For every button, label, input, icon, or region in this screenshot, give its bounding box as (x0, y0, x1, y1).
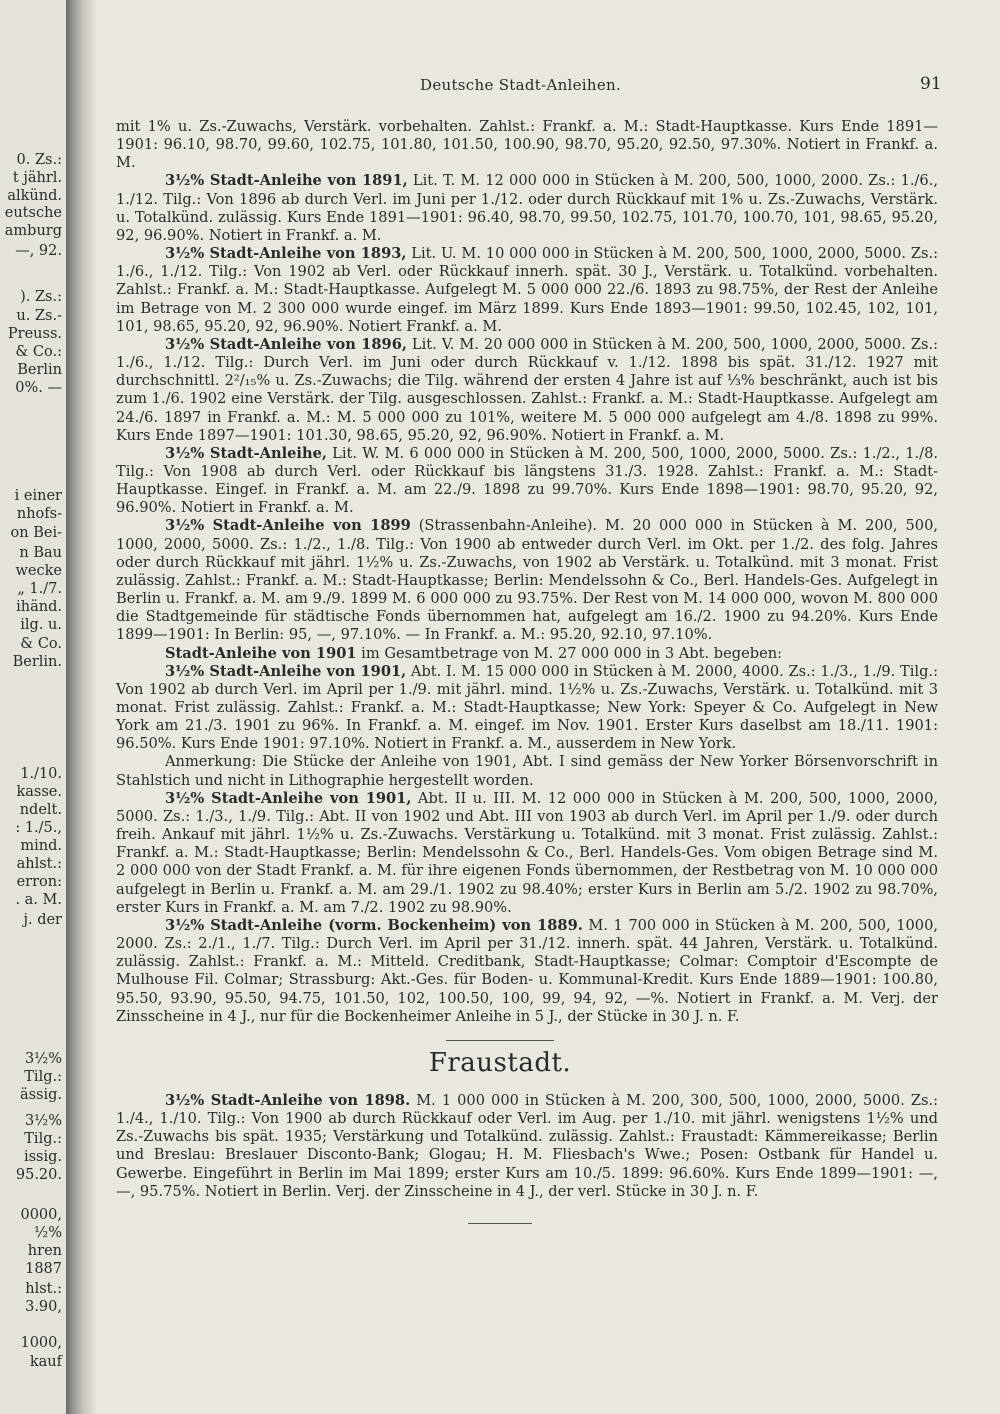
entry-paragraph (116, 336, 938, 445)
left-page-text: 95.20. (15, 1167, 62, 1183)
entry-text: (Strassenbahn-Anleihe). M. 20 000 000 in Stücken à M. 200, 500, 1000, 2000, 5000. Zs.: 1./2., 1./8. Tilg.: Von 1900 ab entweder durch Verl. im Okt. per 1./2. des folg. Jahres oder durch Rückkauf mit jährl. 1½% u. Zs.-Zuwachs, von 1902 ab Verstärk. u. Totalkünd. mit 3 monat. Frist zulässig. Zahlst.: Frankf. a. M.: Stadt-Hauptkasse; Berlin: Mendelssohn & Co., Berl. Handels-Ges. Aufgelegt in Berlin u. Frankf. a. M. am 9./9. 1899 M. 6 000 000 zu 93.75%. Der Rest von M. 14 000 000, wovon M. 800 000 die Stadtgemeinde für städtische Fonds übernommen hat, aufgelegt am 16./2. 1900 zu 94.20%. Kurs Ende 1899—1901: In Berlin: 95, —, 97.10%. — In Frankf. a. M.: 95.20, 92.10, 97.10%. (116, 517, 938, 644)
left-page-text: —, 92. (15, 243, 62, 259)
page-number: 91 (920, 74, 942, 94)
entry-heading: 3½% Stadt-Anleihe von 1898. (165, 1092, 411, 1109)
left-page-text: 3½% (24, 1113, 62, 1129)
section-rule-bottom (468, 1223, 532, 1224)
left-page-text: . a. M. (15, 892, 62, 908)
left-page-text: Tilg.: (24, 1069, 62, 1085)
entry-paragraph (116, 753, 938, 789)
entry-paragraph (116, 172, 938, 245)
entry-text: Lit. W. M. 6 000 000 in Stücken à M. 200, 500, 1000, 2000, 5000. Zs.: 1./2., 1./8. Tilg.: Von 1908 ab durch Verl. oder Rückkauf bis längstens 31./3. 1928. Zahlst.: Frankf. a. M.: Stadt-Hauptkasse. Eingef. in Frankf. a. M. am 22./9. 1898 zu 99.70%. Kurs Ende 1898—1901: 98.70, 95.20, 92, 96.90%. Notiert in Frankf. a. M. (116, 444, 938, 517)
entry-heading: 3½% Stadt-Anleihe von 1893, (165, 245, 407, 263)
entry-text: M. 1 000 000 in Stücken à M. 200, 300, 500, 1000, 2000, 5000. Zs.: 1./4., 1./10. Tilg.: Von 1900 ab durch Rückkauf oder Verl. im Aug. per 1./10. mit jährl. wenigstens 1½% und Zs.-Zuwachs bis spät. 1935; Verstärkung und Totalkünd. zulässig. Zahlst.: Fraustadt: Kämmereikasse; Berlin und Breslau: Breslauer Disconto-Bank; Glogau; H. M. Fliesbach's Wwe.; Posen: Ostbank für Handel u. Gewerbe. Eingeführt in Berlin im Mai 1899; erster Kurs am 10./5. 1899: 96.60%. Kurs Ende 1899—1901: —, —, 95.75%. Notiert in Berlin. Verj. der Zinsscheine in 4 J., der verl. Stücke in 30 J. n. F. (116, 1092, 938, 1200)
left-page-text: Tilg.: (24, 1131, 62, 1147)
left-page-text: eutsche (4, 205, 62, 221)
entry-paragraph (116, 445, 938, 518)
left-page-text: ilg. u. (20, 617, 62, 633)
left-page-text: 0%. — (15, 380, 62, 396)
section-heading: Fraustadt. (428, 1048, 572, 1078)
entry-text: Lit. U. M. 10 000 000 in Stücken à M. 200, 500, 1000, 2000, 5000. Zs.: 1./6., 1./12. Tilg.: Von 1902 ab Verl. oder Rückkauf innerh. spät. 30 J., Verstärk. u. Totalkünd. vorbehalten. Zahlst.: Frankf. a. M.: Stadt-Hauptkasse. Aufgelegt M. 5 000 000 22./6. 1893 zu 98.75%, der Rest der Anleihe im Betrage von M. 2 300 000 wurde eingef. im März 1899. Kurs Ende 1893—1901: 99.50, 102.45, 102, 101, 101, 98.65, 95.20, 92, 96.90%. Notiert Frankf. a. M. (116, 245, 939, 335)
left-page-text: ässig. (19, 1087, 62, 1103)
section-entry-list (116, 1092, 938, 1201)
left-page-text: issig. (23, 1149, 62, 1165)
left-page-text: & Co. (20, 636, 62, 652)
running-head: Deutsche Stadt-Anleihen. (420, 76, 622, 94)
entry-paragraph (116, 517, 938, 644)
left-page-text: hlst.: (25, 1281, 62, 1297)
entry-heading: 3½% Stadt-Anleihe (vorm. Bockenheim) von 1889. (165, 916, 583, 934)
left-page-text: wecke (15, 563, 62, 579)
entry-heading: 3½% Stadt-Anleihe von 1899 (165, 517, 411, 535)
left-page-text: 0. Zs.: (16, 152, 62, 168)
entry-paragraph (116, 245, 938, 336)
left-page-text: alkünd. (7, 188, 62, 204)
entry-paragraph (116, 118, 938, 172)
left-page-text: on Bei- (10, 525, 62, 541)
section-body-text (116, 1092, 938, 1201)
section-rule-top (446, 1040, 554, 1041)
left-page-text: erron: (16, 874, 62, 890)
entry-heading: 3½% Stadt-Anleihe von 1891, (165, 172, 408, 190)
left-page-text: „ 1./7. (17, 581, 62, 597)
entry-heading: 3½% Stadt-Anleihe von 1901, (165, 662, 407, 680)
entry-text: Anmerkung: Die Stücke der Anleihe von 1901, Abt. I sind gemäss der New Yorker Börsenvorschrift in Stahlstich und nicht in Lithographie hergestellt worden. (116, 753, 938, 789)
left-page-text: : 1./5., (15, 820, 62, 836)
left-page-text: n Bau (19, 545, 62, 561)
left-page-text: Berlin (17, 362, 62, 378)
left-page-text: kasse. (16, 784, 62, 800)
entry-heading: 3½% Stadt-Anleihe, (165, 444, 327, 462)
left-page-text: Berlin. (12, 654, 62, 670)
left-page-fragment (0, 0, 66, 1414)
entry-paragraph (116, 1092, 938, 1201)
page-gutter (66, 0, 96, 1414)
left-page-text: i einer (14, 488, 62, 504)
entry-text: Lit. V. M. 20 000 000 in Stücken à M. 200, 500, 1000, 2000, 5000. Zs.: 1./6., 1./12. Tilg.: Durch Verl. im Juni oder durch Rückkauf v. 1./12. 1898 bis spät. 31./12. 1927 mit durchschnittl. 2²/₁₅% u. Zs.-Zuwachs; die Tilg. während der ersten 4 Jahre ist auf ⅓% beschränkt, auch ist bis zum 1./6. 1902 eine Verstärk. der Tilg. ausgeschlossen. Zahlst.: Frankf. a. M.: Stadt-Hauptkasse. Aufgelegt am 24./6. 1897 in Frankf. a. M.: M. 5 000 000 zu 101%, weitere M. 5 000 000 aufgelegt am 4./8. 1898 zu 99%. Kurs Ende 1897—1901: 101.30, 98.65, 95.20, 92, 96.90%. Notiert in Frankf. a. M. (116, 335, 939, 444)
left-page-text: j. der (23, 912, 62, 928)
left-page-text: Preuss. (7, 326, 62, 342)
entry-text: Abt. I. M. 15 000 000 in Stücken à M. 2000, 4000. Zs.: 1./3., 1./9. Tilg.: Von 1902 ab durch Verl. im April per 1./9. mit jährl. mind. 1½% u. Zs.-Zuwachs, Verstärk. u. Totalkünd. mit 3 monat. Frist zulässig. Zahlst.: Frankf. a. M.: Stadt-Hauptkasse; New York: Speyer & Co. Aufgelegt in New York am 21./3. 1901 zu 96%. In Frankf. a. M. eingef. im Nov. 1901. Erster Kurs daselbst am 18./11. 1901: 96.50%. Kurs Ende 1901: 97.10%. Notiert in Frankf. a. M., ausserdem in New York. (116, 662, 938, 753)
left-page-text: ahlst.: (16, 856, 62, 872)
left-page-text: 1887 (25, 1261, 62, 1277)
left-page-text: ). Zs.: (20, 289, 62, 305)
left-page-text: u. Zs.- (16, 308, 62, 324)
left-page-text: 1./10. (20, 766, 62, 782)
left-page-text: amburg (4, 223, 62, 239)
entry-text: mit 1% u. Zs.-Zuwachs, Verstärk. vorbehalten. Zahlst.: Frankf. a. M.: Stadt-Hauptkasse. Kurs Ende 1891—1901: 96.10, 98.70, 99.60, 102.75, 101.80, 101.50, 100.90, 98.70, 95.20, 92.50, 97.30%. Notiert in Frankf. a. M. (116, 118, 938, 172)
entry-text: M. 1 700 000 in Stücken à M. 200, 500, 1000, 2000. Zs.: 2./1., 1./7. Tilg.: Durch Verl. im April per 31./12. innerh. spät. 44 Jahren, Verstärk. u. Totalkünd. zulässig. Zahlst.: Frankf. a. M.: Mitteld. Creditbank, Stadt-Hauptkasse; Colmar: Comptoir d'Escompte de Mulhouse Fil. Colmar; Strassburg: Akt.-Ges. für Boden- u. Kommunal-Kredit. Kurs Ende 1889—1901: 100.80, 95.50, 93.90, 95.50, 94.75, 101.50, 102, 100.50, 100, 99, 94, 92, —%. Notiert in Frankf. a. M. Verj. der Zinsscheine in 4 J., nur für die Bockenheimer Anleihe in 5 J., der Stücke in 30 J. n. F. (116, 916, 938, 1025)
entry-paragraph (116, 917, 938, 1026)
left-page-text: 1000, (20, 1335, 62, 1351)
left-page-text: nhofs- (16, 506, 62, 522)
left-page-text: mind. (20, 838, 62, 854)
left-page-text: 0000, (20, 1207, 62, 1223)
left-page-text: ndelt. (19, 802, 62, 818)
entry-heading: 3½% Stadt-Anleihe von 1901, (165, 789, 412, 807)
entry-paragraph (116, 645, 938, 663)
left-page-text: & Co.: (15, 344, 62, 360)
left-page-text: kauf (29, 1354, 62, 1370)
left-page-text: t jährl. (12, 170, 62, 186)
left-page-text: hren (27, 1243, 62, 1259)
body-text (116, 118, 938, 1026)
entry-list (116, 118, 938, 1026)
entry-heading: Stadt-Anleihe von 1901 (165, 644, 357, 662)
left-page-text: 3½% (24, 1051, 62, 1067)
entry-text: Lit. T. M. 12 000 000 in Stücken à M. 200, 500, 1000, 2000. Zs.: 1./6., 1./12. Tilg.: Von 1896 ab durch Verl. im Juni per 1./12. oder durch Rückkauf mit 1% u. Zs.-Zuwachs, Verstärk. u. Totalkünd. zulässig. Kurs Ende 1891—1901: 96.40, 98.70, 99.50, 102.75, 101.70, 100.70, 101, 98.65, 95.20, 92, 96.90%. Notiert in Frankf. a. M. (116, 172, 938, 244)
left-page-text: 3.90, (25, 1299, 62, 1315)
entry-text: im Gesamtbetrage von M. 27 000 000 in 3 Abt. begeben: (356, 644, 783, 662)
entry-heading: 3½% Stadt-Anleihe von 1896, (165, 335, 407, 353)
entry-text: Abt. II u. III. M. 12 000 000 in Stücken à M. 200, 500, 1000, 2000, 5000. Zs.: 1./3., 1./9. Tilg.: Abt. II von 1902 und Abt. III von 1903 ab durch Verl. im April per 1./9. oder durch freih. Ankauf mit jährl. 1½% u. Zs.-Zuwachs. Verstärkung u. Totalkünd. mit 3 monat. Frist zulässig. Zahlst.: Frankf. a. M.: Stadt-Hauptkasse; Berlin: Mendelssohn & Co., Berl. Handels-Ges. Vom obigen Betrage sind M. 2 000 000 von der Stadt Frankf. a. M. für ihre eigenen Fonds übernommen, der Restbetrag von M. 10 000 000 aufgelegt in Berlin u. Frankf. a. M. am 29./1. 1902 zu 98.40%; erster Kurs in Berlin am 5./2. 1902 zu 98.70%, erster Kurs in Frankf. a. M. am 7./2. 1902 zu 98.90%. (116, 789, 938, 916)
entry-paragraph (116, 663, 938, 754)
left-page-text: ½% (34, 1225, 62, 1241)
left-page-text: ihänd. (16, 599, 62, 615)
entry-paragraph (116, 790, 938, 917)
